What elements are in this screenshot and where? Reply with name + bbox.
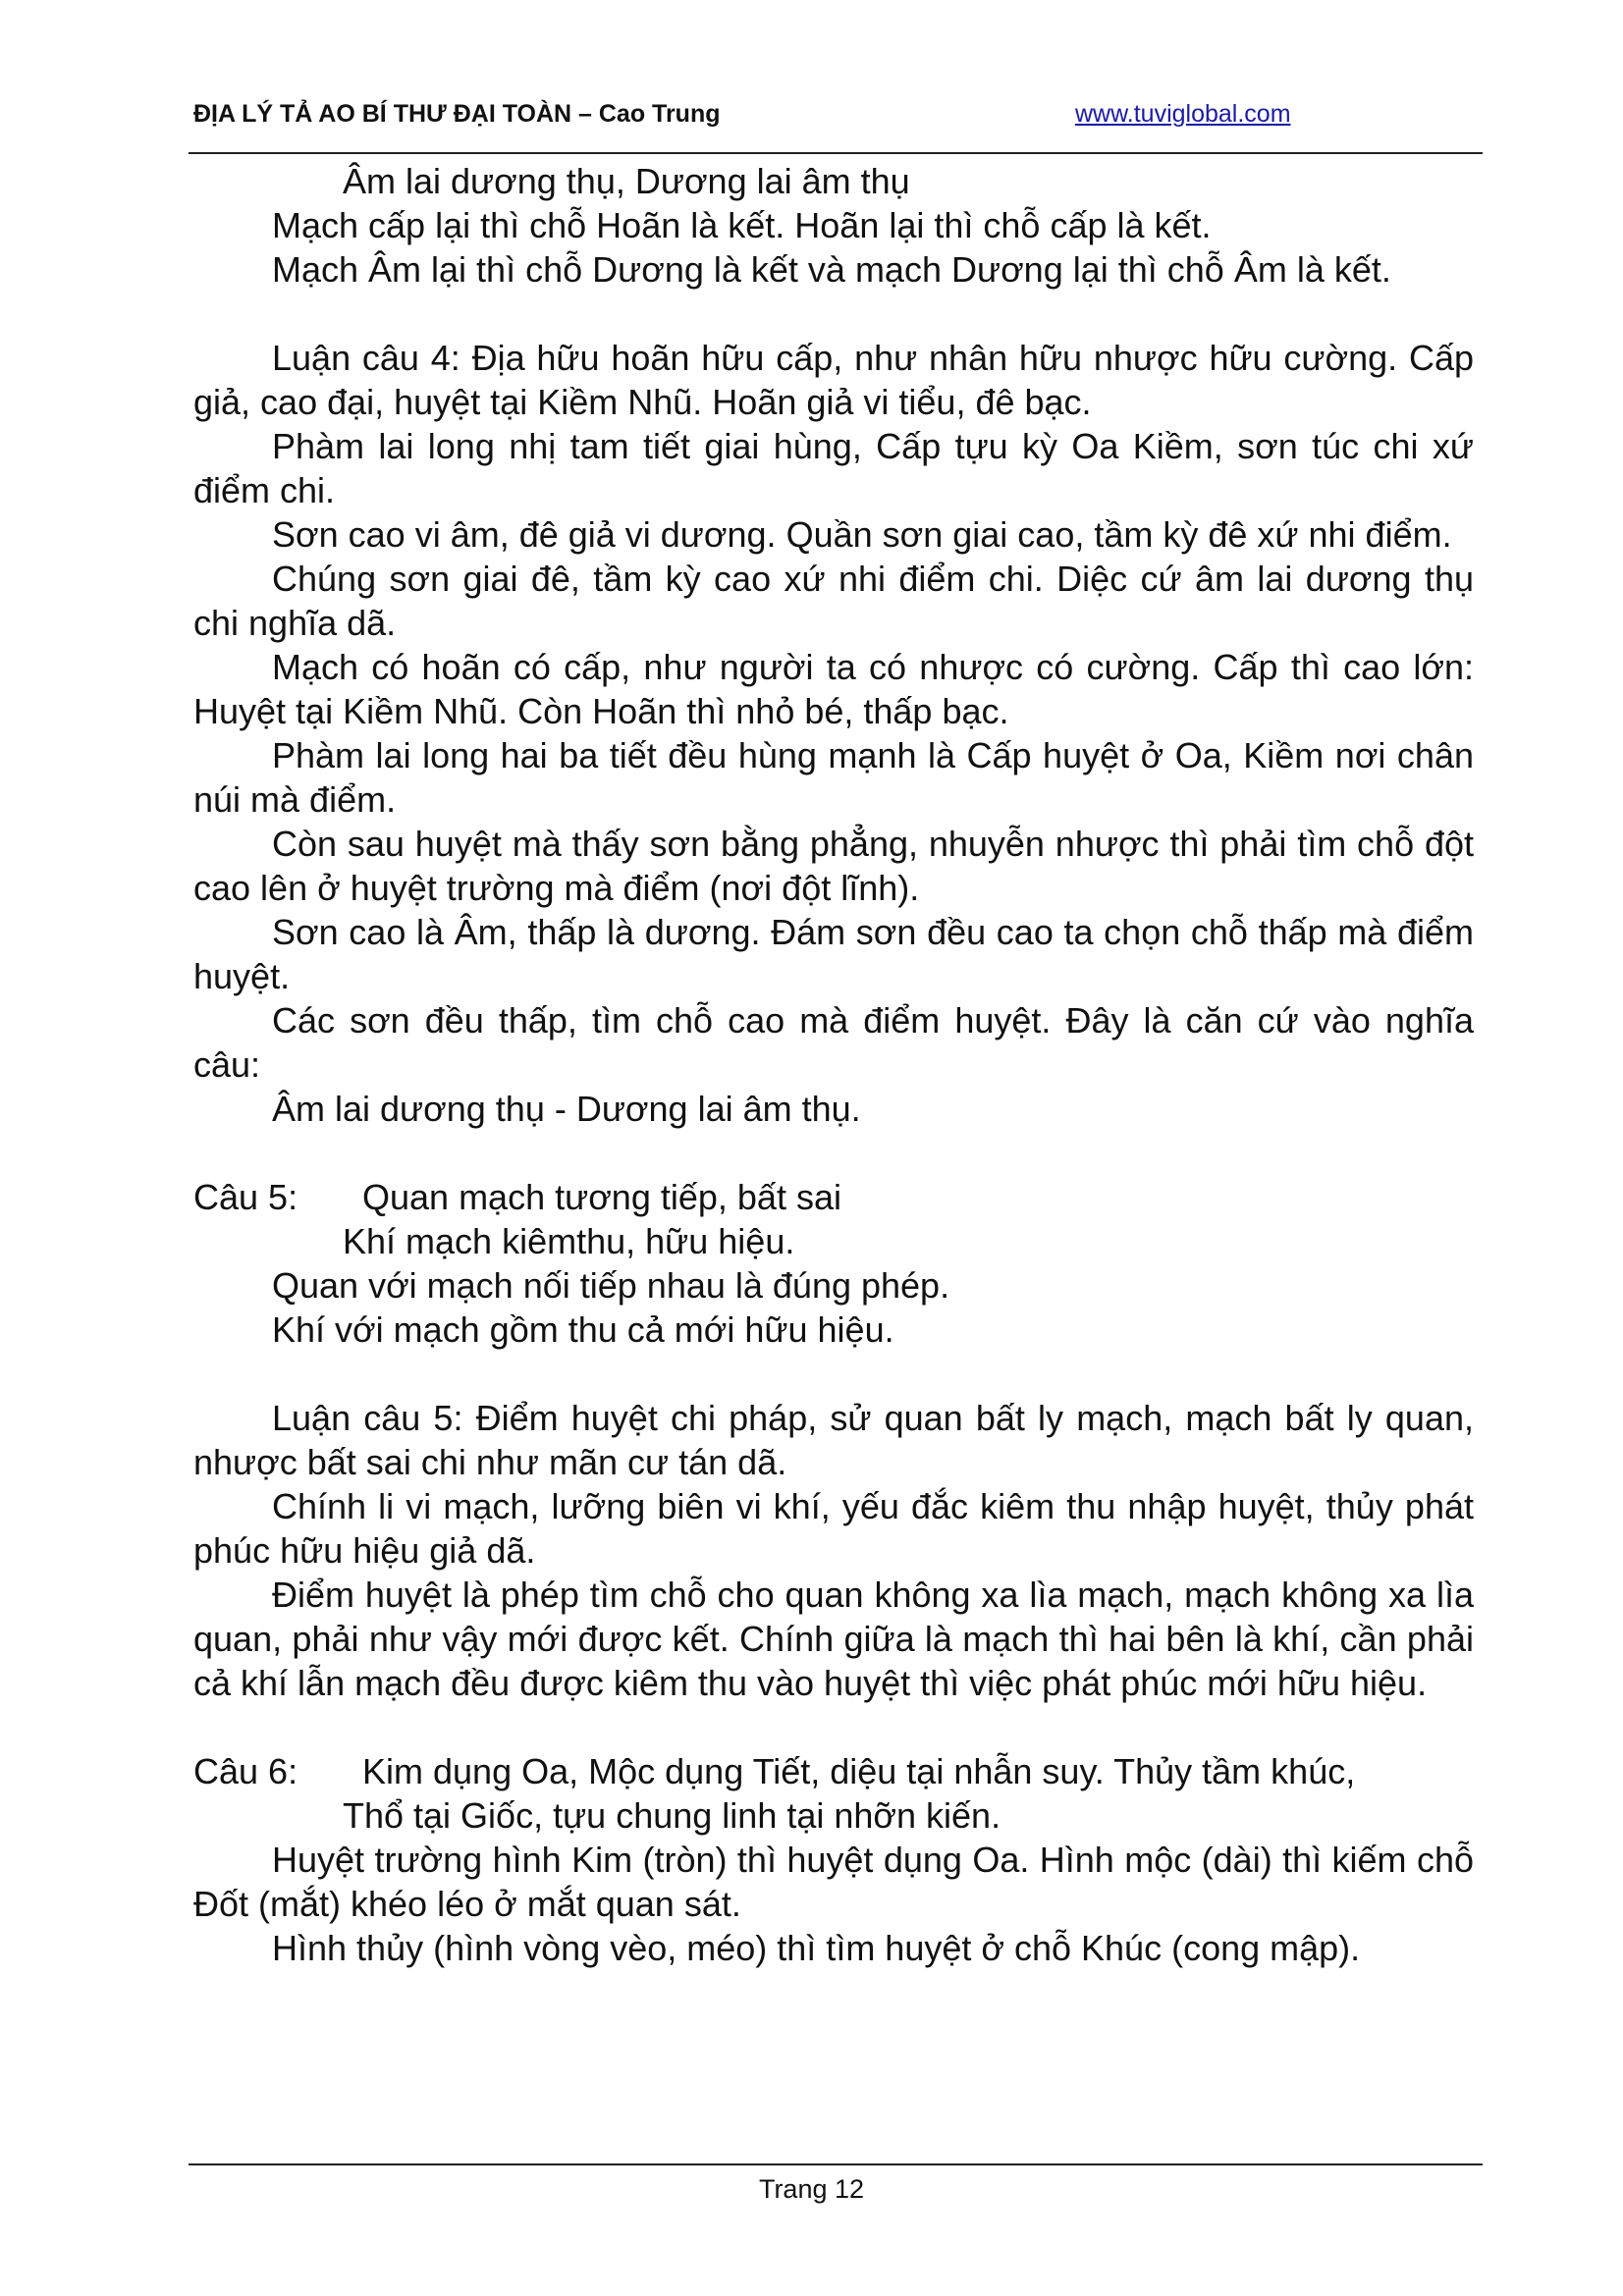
spacer xyxy=(193,1352,1474,1396)
verse-line: Thổ tại Giốc, tựu chung linh tại nhỡn kiến. xyxy=(343,1795,1001,1836)
verse-label: Câu 5: xyxy=(193,1177,298,1217)
paragraph: Huyệt trường hình Kim (tròn) thì huyệt dụng Oa. Hình mộc (dài) thì kiếm chỗ Đốt (mắt) khéo léo ở mắt quan sát. xyxy=(193,1840,1474,1924)
header-title: ĐỊA LÝ TẢ AO BÍ THƯ ĐẠI TOÀN – Cao Trung xyxy=(193,100,721,128)
paragraph: Mạch cấp lại thì chỗ Hoãn là kết. Hoãn lại thì chỗ cấp là kết. xyxy=(272,205,1212,245)
verse-label: Câu 6: xyxy=(193,1751,298,1791)
verse-cau-5 xyxy=(193,1175,1474,1219)
paragraph: Điểm huyệt là phép tìm chỗ cho quan không xa lìa mạch, mạch không xa lìa quan, phải như vậy mới được kết. Chính giữa là mạch thì hai bên là khí, cần phải cả khí lẫn mạch đều được kiêm thu vào huyệt thì việc phát phúc mới hữu hiệu. xyxy=(193,1575,1474,1703)
verse-line: Âm lai dương thụ, Dương lai âm thụ xyxy=(343,161,910,201)
paragraph: Khí với mạch gồm thu cả mới hữu hiệu. xyxy=(272,1309,894,1350)
spacer xyxy=(193,1705,1474,1749)
spacer xyxy=(193,1131,1474,1175)
page-footer xyxy=(0,2172,1623,2206)
paragraph: Mạch Âm lại thì chỗ Dương là kết và mạch Dương lại thì chỗ Âm là kết. xyxy=(272,249,1391,290)
paragraph: Chính li vi mạch, lưỡng biên vi khí, yếu đắc kiêm thu nhập huyệt, thủy phát phúc hữu hiệu giả dã. xyxy=(193,1486,1474,1571)
paragraph: Quan với mạch nối tiếp nhau là đúng phép. xyxy=(272,1265,950,1306)
verse-line: Âm lai dương thụ - Dương lai âm thụ. xyxy=(272,1089,861,1129)
page-number: Trang 12 xyxy=(758,2174,865,2204)
paragraph: Luận câu 5: Điểm huyệt chi pháp, sử quan bất ly mạch, mạch bất ly quan, nhược bất sai chi như mãn cư tán dã. xyxy=(193,1398,1474,1482)
header-website-link[interactable]: www.tuviglobal.com xyxy=(1075,100,1291,128)
page-header xyxy=(193,98,1483,137)
spacer xyxy=(193,292,1474,336)
verse-line: Khí mạch kiêmthu, hữu hiệu. xyxy=(343,1221,795,1261)
paragraph: Sơn cao vi âm, đê giả vi dương. Quần sơn giai cao, tầm kỳ đê xứ nhi điểm. xyxy=(272,514,1452,555)
verse-cau-6 xyxy=(193,1749,1474,1793)
verse-line: Quan mạch tương tiếp, bất sai xyxy=(362,1177,841,1217)
paragraph: Các sơn đều thấp, tìm chỗ cao mà điểm huyệt. Đây là căn cứ vào nghĩa câu: xyxy=(193,1000,1474,1085)
paragraph: Chúng sơn giai đê, tầm kỳ cao xứ nhi điểm chi. Diệc cứ âm lai dương thụ chi nghĩa dã. xyxy=(193,559,1474,643)
paragraph: Phàm lai long nhị tam tiết giai hùng, Cấp tựu kỳ Oa Kiềm, sơn túc chi xứ điểm chi. xyxy=(193,426,1474,510)
header-divider xyxy=(189,152,1483,154)
paragraph: Luận câu 4: Địa hữu hoãn hữu cấp, như nhân hữu nhược hữu cường. Cấp giả, cao đại, huyệt tại Kiềm Nhũ. Hoãn giả vi tiểu, đê bạc. xyxy=(193,338,1474,422)
paragraph: Hình thủy (hình vòng vèo, méo) thì tìm huyệt ở chỗ Khúc (cong mập). xyxy=(272,1928,1361,1968)
verse-line: Kim dụng Oa, Mộc dụng Tiết, diệu tại nhẫn suy. Thủy tầm khúc, xyxy=(362,1751,1356,1791)
paragraph: Còn sau huyệt mà thấy sơn bằng phẳng, nhuyễn nhược thì phải tìm chỗ đột cao lên ở huyệt trường mà điểm (nơi đột lĩnh). xyxy=(193,824,1474,908)
paragraph: Sơn cao là Âm, thấp là dương. Đám sơn đều cao ta chọn chỗ thấp mà điểm huyệt. xyxy=(193,912,1474,996)
paragraph: Phàm lai long hai ba tiết đều hùng mạnh là Cấp huyệt ở Oa, Kiềm nơi chân núi mà điểm. xyxy=(193,735,1474,820)
footer-divider xyxy=(189,2163,1483,2165)
paragraph: Mạch có hoãn có cấp, như người ta có nhược có cường. Cấp thì cao lớn: Huyệt tại Kiềm Nhũ. Còn Hoãn thì nhỏ bé, thấp bạc. xyxy=(193,647,1474,731)
document-body xyxy=(193,159,1474,1970)
